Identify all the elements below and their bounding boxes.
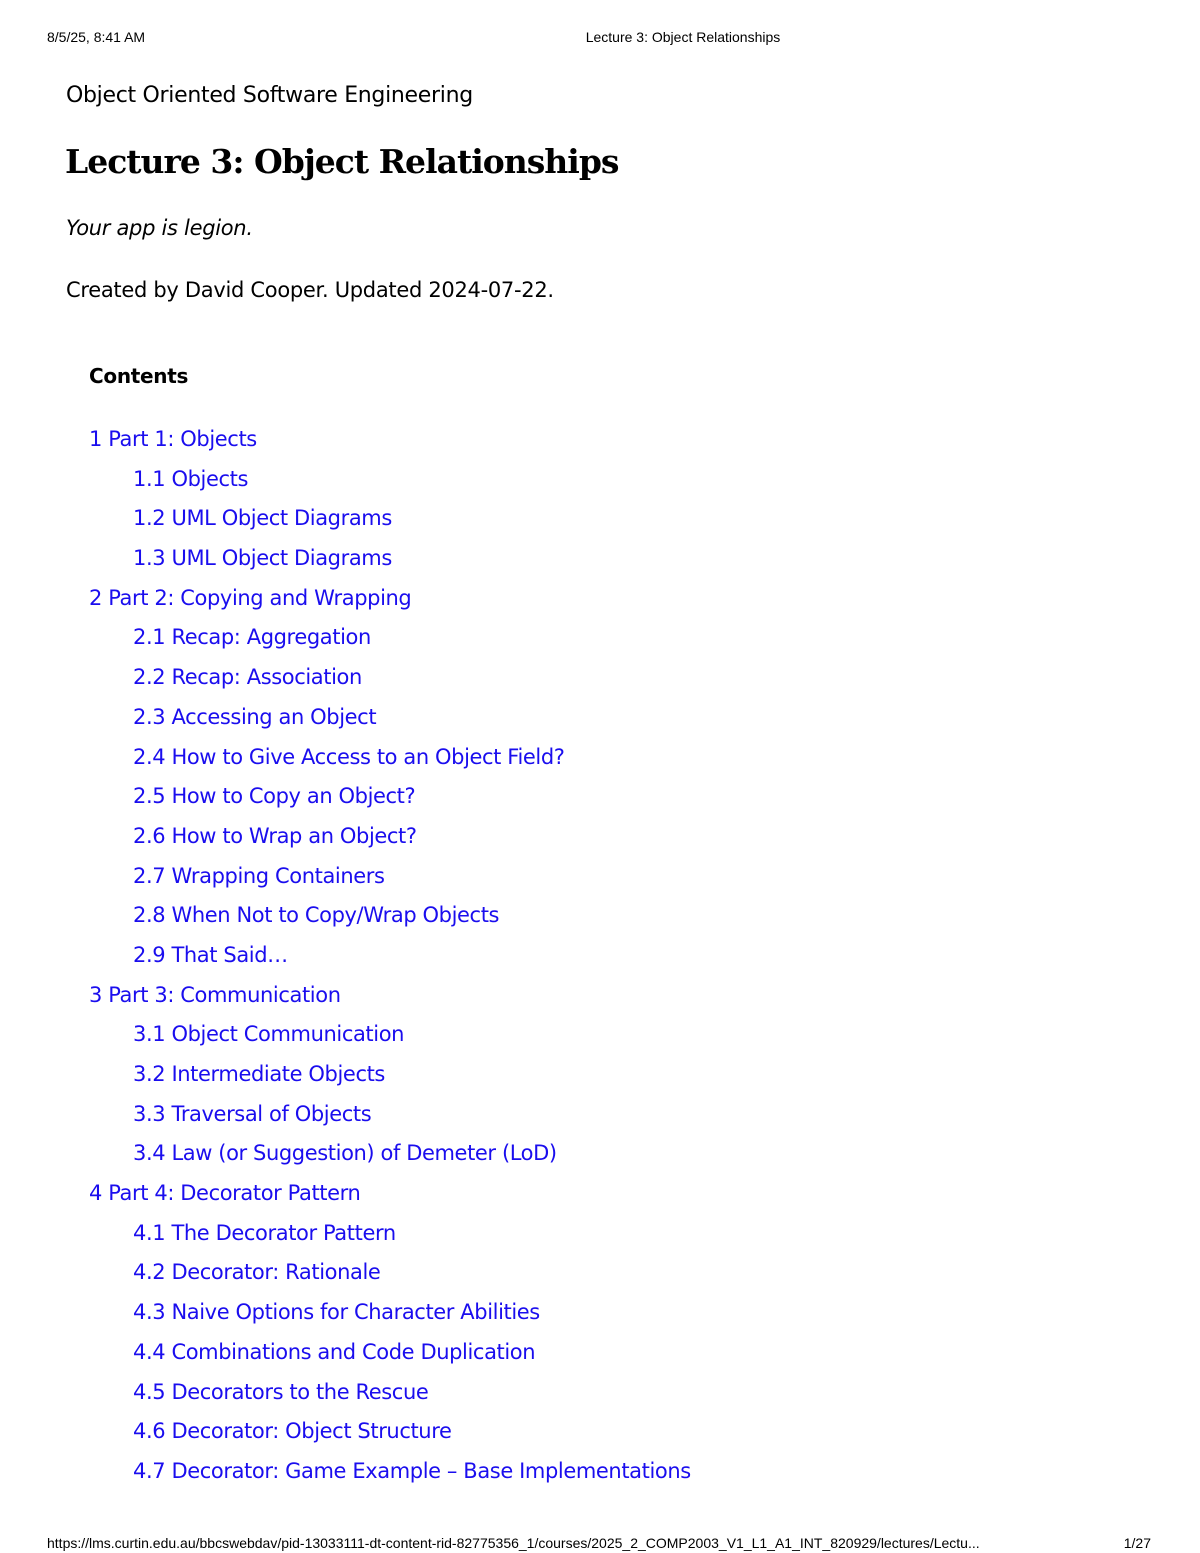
toc-link[interactable]: 1.3 UML Object Diagrams (133, 546, 392, 571)
toc-link[interactable]: 4.1 The Decorator Pattern (133, 1220, 396, 1245)
course-name: Object Oriented Software Engineering (66, 83, 473, 108)
toc-link[interactable]: 2.2 Recap: Association (133, 665, 362, 690)
toc-link[interactable]: 2.4 How to Give Access to an Object Field? (133, 744, 565, 769)
toc-item (0, 777, 691, 817)
toc-link[interactable]: 1.1 Objects (133, 466, 249, 491)
toc-link[interactable]: 2.9 That Said… (133, 942, 288, 967)
toc-link[interactable]: 1 Part 1: Objects (89, 427, 257, 451)
toc-link[interactable]: 2.6 How to Wrap an Object? (133, 823, 417, 848)
page-title: Lecture 3: Object Relationships (65, 142, 619, 181)
toc-item (0, 460, 691, 500)
toc-link[interactable]: 2.8 When Not to Copy/Wrap Objects (133, 903, 500, 928)
toc-link[interactable]: 3.1 Object Communication (133, 1022, 405, 1047)
toc-item (0, 1134, 691, 1174)
toc-item (0, 579, 691, 619)
print-title: Lecture 3: Object Relationships (585, 29, 781, 45)
toc-item (0, 658, 691, 698)
toc-item (0, 1293, 691, 1333)
toc-item (0, 896, 691, 936)
toc-link[interactable]: 4.5 Decorators to the Rescue (133, 1379, 429, 1404)
toc-link[interactable]: 4.6 Decorator: Object Structure (133, 1419, 452, 1444)
credits: Created by David Cooper. Updated 2024-07-22. (66, 278, 554, 302)
page-number: 1/27 (1123, 1535, 1151, 1551)
toc-link[interactable]: 4.3 Naive Options for Character Abilities (133, 1300, 540, 1325)
toc-link[interactable]: 2.7 Wrapping Containers (133, 863, 385, 888)
print-datetime: 8/5/25, 8:41 AM (47, 29, 146, 45)
toc-item (0, 857, 691, 897)
toc-item (0, 817, 691, 857)
toc-item (0, 976, 691, 1016)
toc-item (0, 1214, 691, 1254)
toc-item (0, 539, 691, 579)
print-url: https://lms.curtin.edu.au/bbcswebdav/pid-13033111-dt-content-rid-82775356_1/courses/2025_2_COMP2003_V1_L1_A1_INT_820929/lectures/Lectu... (47, 1535, 980, 1551)
toc-item (0, 1333, 691, 1373)
toc-item (0, 1253, 691, 1293)
toc-item (0, 420, 691, 460)
toc-item (0, 1373, 691, 1413)
table-of-contents (0, 420, 691, 1492)
toc-link[interactable]: 4.7 Decorator: Game Example – Base Implementations (133, 1458, 691, 1483)
toc-item (0, 618, 691, 658)
print-header (0, 29, 1200, 49)
toc-item (0, 936, 691, 976)
toc-item (0, 698, 691, 738)
toc-link[interactable]: 2 Part 2: Copying and Wrapping (89, 585, 412, 610)
toc-link[interactable]: 4.2 Decorator: Rationale (133, 1260, 381, 1285)
toc-link[interactable]: 2.1 Recap: Aggregation (133, 625, 371, 650)
toc-item (0, 1095, 691, 1135)
toc-link[interactable]: 1.2 UML Object Diagrams (133, 506, 392, 531)
toc-item (0, 1452, 691, 1492)
subtitle: Your app is legion. (66, 216, 253, 240)
toc-link[interactable]: 2.3 Accessing an Object (133, 704, 377, 729)
toc-link[interactable]: 4.4 Combinations and Code Duplication (133, 1339, 536, 1364)
toc-link[interactable]: 3.4 Law (or Suggestion) of Demeter (LoD) (133, 1141, 557, 1166)
toc-heading: Contents (89, 364, 189, 388)
toc-item (0, 1055, 691, 1095)
toc-item (0, 738, 691, 778)
toc-item (0, 1412, 691, 1452)
toc-link[interactable]: 3.3 Traversal of Objects (133, 1101, 372, 1126)
toc-link[interactable]: 3.2 Intermediate Objects (133, 1062, 385, 1086)
toc-link[interactable]: 3 Part 3: Communication (89, 982, 341, 1007)
toc-item (0, 1174, 691, 1214)
toc-link[interactable]: 2.5 How to Copy an Object? (133, 784, 416, 809)
toc-item (0, 1015, 691, 1055)
toc-item (0, 499, 691, 539)
toc-link[interactable]: 4 Part 4: Decorator Pattern (89, 1181, 361, 1206)
